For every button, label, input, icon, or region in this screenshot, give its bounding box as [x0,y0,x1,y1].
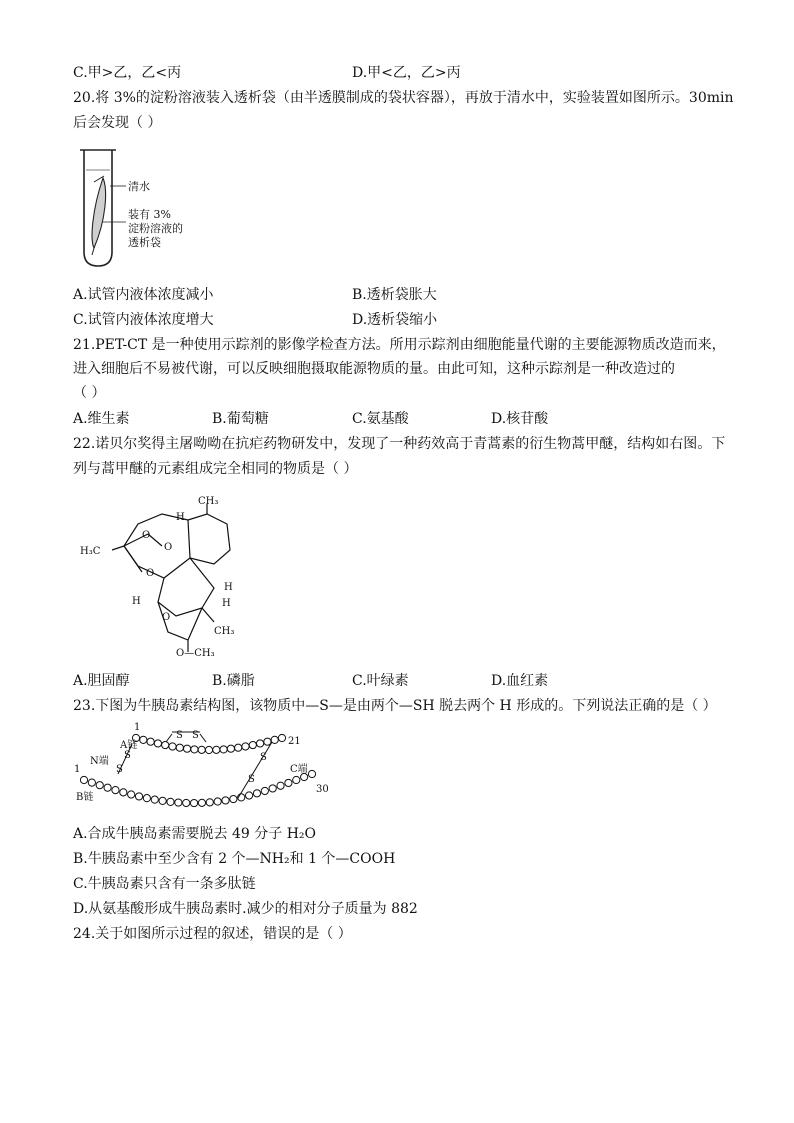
q20-option-a: A.试管内液体浓度减小 [73,287,214,303]
amino-acid-bead [104,784,111,791]
amino-acid-bead [183,799,190,806]
q21-option-c: C.氨基酸 [352,411,409,427]
label-a-chain: A链 [120,740,138,751]
q23-option-c: C.牛胰岛素只含有一条多肽链 [73,876,256,892]
label-h3c-left: H₃C [80,546,101,557]
amino-acid-bead [213,746,220,753]
q20-option-d: D.透析袋缩小 [352,312,438,328]
amino-acid-bead [159,797,166,804]
q23-insulin-structure [72,720,352,820]
amino-acid-bead [140,736,147,743]
amino-acid-bead [214,798,221,805]
q22-option-b: B.磷脂 [212,673,255,689]
q20-stem-line2: 后会发现（ ） [73,115,162,131]
amino-acid-bead [96,782,103,789]
q21-option-b: B.葡萄糖 [212,411,269,427]
amino-acid-bead [269,785,276,792]
label-b-chain: B链 [76,792,94,803]
amino-acid-bead [184,745,191,752]
label-num-30: 30 [316,784,329,795]
label-h-right-1: H [224,582,233,593]
label-num-21: 21 [288,736,301,747]
amino-acid-bead [190,799,197,806]
q20-stem-line1: 20.将 3%的淀粉溶液装入透析袋（由半透膜制成的袋状容器），再放于清水中，实验装置如图所示。30min [73,90,734,106]
q21-stem-line1: 21.PET-CT 是一种使用示踪剂的影像学检查方法。所用示踪剂由细胞能量代谢的主要能源物质改造而来， [73,337,726,353]
q20-test-tube-figure [70,140,270,270]
q24-stem-line1: 24.关于如图所示过程的叙述，错误的是（ ） [73,926,352,942]
insulin-b-chain [80,770,315,806]
q23-option-b: B.牛胰岛素中至少含有 2 个—NH₂和 1 个—COOH [73,851,396,867]
q20-option-b: B.透析袋胀大 [352,287,437,303]
amino-acid-bead [154,740,161,747]
amino-acid-bead [162,741,169,748]
q20-option-c: C.试管内液体浓度增大 [73,312,214,328]
label-och3: O—CH₃ [176,648,215,659]
amino-acid-bead [120,789,127,796]
amino-acid-bead [143,795,150,802]
amino-acid-bead [175,799,182,806]
q23-option-d: D.从氨基酸形成牛胰岛素时.减少的相对分子质量为 882 [73,901,418,917]
label-s-4: S [116,764,123,775]
amino-acid-bead [198,799,205,806]
amino-acid-bead [206,799,213,806]
molecule-bonds [112,504,230,652]
dialysis-bag [92,176,106,255]
label-num-1-b: 1 [74,764,81,775]
q21-stem-line2: 进入细胞后不易被代谢，可以反映细胞摄取能源物质的量。由此可知，这种示踪剂是一种改造过的 [73,361,675,377]
label-ch3-right: CH₃ [214,626,235,637]
label-num-1-a: 1 [134,722,141,733]
amino-acid-bead [293,776,300,783]
amino-acid-bead [230,795,237,802]
amino-acid-bead [227,745,234,752]
label-bag-line2: 淀粉溶液的 [128,222,183,235]
amino-acid-bead [112,786,119,793]
amino-acid-bead [246,792,253,799]
amino-acid-bead [169,743,176,750]
label-s-3: S [124,750,131,761]
q22-artemether-structure [72,492,252,662]
q23-stem-line1: 23.下图为牛胰岛素结构图，该物质中—S—是由两个—SH 脱去两个 H 形成的。下列说法正确的是（ ） [73,698,717,714]
amino-acid-bead [147,738,154,745]
amino-acid-bead [242,743,249,750]
label-h-top: H [176,512,185,523]
label-o-lower: O [162,612,171,623]
amino-acid-bead [167,798,174,805]
label-h-right-2: H [222,598,231,609]
label-s-2: S [192,730,199,741]
amino-acid-bead [235,744,242,751]
amino-acid-bead [222,797,229,804]
q22-option-a: A.胆固醇 [73,673,130,689]
label-c-end: C端 [290,764,308,775]
label-s-6: S [248,774,255,785]
label-h-left: H [132,596,141,607]
label-bag-line3: 透析袋 [128,236,161,249]
q21-stem-line3: （ ） [73,385,106,401]
q22-stem-line2: 列与蒿甲醚的元素组成完全相同的物质是（ ） [73,461,358,477]
label-o-peroxide-2: O [164,542,173,553]
amino-acid-bead [277,782,284,789]
amino-acid-bead [191,746,198,753]
amino-acid-bead [308,770,315,777]
amino-acid-bead [135,793,142,800]
q21-option-a: A.维生素 [73,411,130,427]
q22-option-c: C.叶绿素 [352,673,409,689]
amino-acid-bead [253,790,260,797]
q19-option-c: C.甲>乙，乙<丙 [73,65,182,81]
amino-acid-bead [257,740,264,747]
label-ch3-top: CH₃ [198,496,219,507]
label-water: 清水 [128,180,150,193]
insulin-a-chain [132,734,285,753]
amino-acid-bead [264,738,271,745]
amino-acid-bead [128,791,135,798]
amino-acid-bead [198,746,205,753]
q19-option-d: D.甲<乙，乙>丙 [352,65,461,81]
amino-acid-bead [278,734,285,741]
amino-acid-bead [88,779,95,786]
amino-acid-bead [176,744,183,751]
label-bag-line1: 装有 3% [128,208,171,221]
q22-stem-line1: 22.诺贝尔奖得主屠呦呦在抗疟药物研发中，发现了一种药效高于青蒿素的衍生物蒿甲醚，结构如右图。下 [73,436,726,452]
amino-acid-bead [285,779,292,786]
q22-option-d: D.血红素 [491,673,549,689]
q23-option-a: A.合成牛胰岛素需要脱去 49 分子 H₂O [73,826,317,842]
amino-acid-bead [80,776,87,783]
label-s-1: S [176,730,183,741]
label-o-peroxide-1: O [142,530,151,541]
label-n-end: N端 [90,756,109,767]
q21-option-d: D.核苷酸 [491,411,549,427]
label-o-ring: O [146,568,155,579]
amino-acid-bead [205,746,212,753]
amino-acid-bead [261,787,268,794]
amino-acid-bead [220,746,227,753]
amino-acid-bead [151,796,158,803]
amino-acid-bead [249,741,256,748]
label-s-5: S [260,752,267,763]
